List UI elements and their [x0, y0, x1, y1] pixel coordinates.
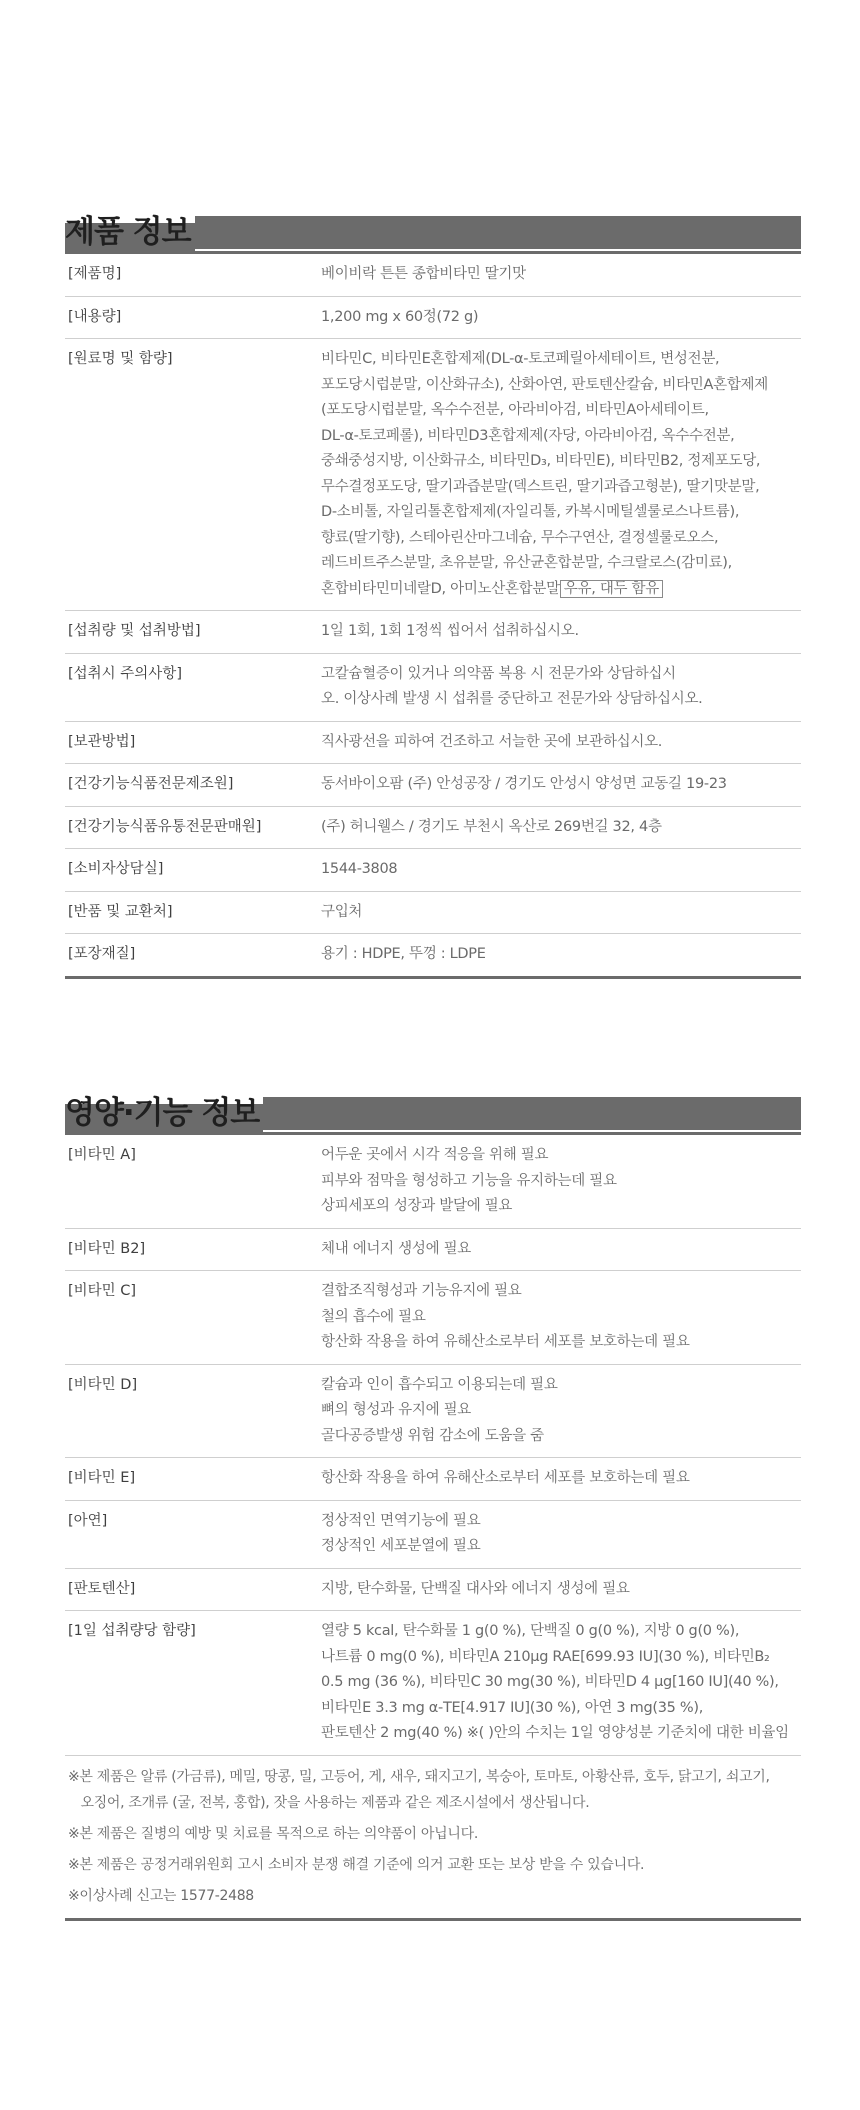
- value-line-text: 1544-3808: [321, 861, 398, 877]
- table-row: [65, 296, 801, 339]
- value-line-text: 향료(딸기향), 스테아린산마그네슘, 무수구연산, 결정셀룰로오스,: [321, 529, 719, 546]
- value-line: [321, 1670, 801, 1696]
- value-line: [321, 1424, 801, 1450]
- value-line: [321, 305, 801, 331]
- value-line-text: 결합조직형성과 기능유지에 필요: [321, 1283, 522, 1299]
- nutrition-info-table: [65, 1135, 801, 1755]
- row-value: [318, 891, 801, 934]
- table-row: [65, 1228, 801, 1271]
- row-label: [내용량]: [65, 296, 318, 339]
- note: [68, 1821, 801, 1847]
- row-value: [318, 764, 801, 807]
- value-line: [321, 1169, 801, 1195]
- row-label: [비타민 D]: [65, 1364, 318, 1458]
- value-line: [321, 1577, 801, 1603]
- value-line-text: (포도당시럽분말, 옥수수전분, 아라비아검, 비타민A아세테이트,: [321, 402, 709, 418]
- row-label: [원료명 및 함량]: [65, 339, 318, 611]
- value-line: [321, 1466, 801, 1492]
- allergen-box: 우유, 대두 함유: [560, 580, 663, 598]
- row-value: [318, 934, 801, 976]
- nutrition-info-section: [65, 1097, 801, 1921]
- row-label: [1일 섭취량당 함량]: [68, 1623, 196, 1639]
- row-value: [318, 1271, 801, 1365]
- value-line: [321, 1534, 801, 1560]
- value-line: [321, 900, 801, 926]
- row-value: [318, 1611, 801, 1755]
- value-line: [321, 1619, 801, 1645]
- value-line-text: 용기 : HDPE, 뚜껑 : LDPE: [321, 946, 486, 962]
- row-label: [비타민 E]: [65, 1458, 318, 1501]
- row-label: [소비자상담실]: [65, 849, 318, 892]
- value-line-text: 피부와 점막을 형성하고 기능을 유지하는데 필요: [321, 1172, 617, 1189]
- value-line-text: 고칼슘혈증이 있거나 의약품 복용 시 전문가와 상담하십시: [321, 665, 676, 682]
- value-line-text: 비타민E 3.3 mg α-TE[4.917 IU](30 %), 아연 3 mg(35 %),: [321, 1699, 704, 1716]
- row-value: [318, 296, 801, 339]
- value-line: [321, 475, 801, 501]
- product-info-section: [65, 216, 801, 979]
- value-line-text: 정상적인 면역기능에 필요: [321, 1512, 481, 1529]
- value-line: [321, 1237, 801, 1263]
- value-line-text: 비타민C, 비타민E혼합제제(DL-α-토코페릴아세테이트, 변성전분,: [321, 351, 720, 367]
- row-label: [건강기능식품유통전문판매원]: [65, 806, 318, 849]
- row-label: [제품명]: [65, 254, 318, 296]
- nutrition-info-title-bar: [65, 1097, 801, 1130]
- value-line: [321, 1509, 801, 1535]
- table-row: [65, 1364, 801, 1458]
- table-row: [65, 721, 801, 764]
- product-info-title-bar: [65, 216, 801, 249]
- value-line: [321, 262, 801, 288]
- value-line-text: (주) 허니웰스 / 경기도 부천시 옥산로 269번길 32, 4층: [321, 818, 662, 835]
- table-row: [65, 1611, 801, 1755]
- row-value: [318, 1458, 801, 1501]
- value-line: [321, 1143, 801, 1169]
- value-line-text: 혼합비타민미네랄D, 아미노산혼합분말: [321, 580, 560, 597]
- row-label: [보관방법]: [65, 721, 318, 764]
- value-line-text: 철의 흡수에 필요: [321, 1308, 426, 1325]
- note: [68, 1852, 801, 1878]
- table-row: [65, 1135, 801, 1228]
- row-value: [318, 1228, 801, 1271]
- value-line-text: 나트륨 0 mg(0 %), 비타민A 210μg RAE[699.93 IU](30 %), 비타민B₂: [321, 1648, 770, 1665]
- table-row: [65, 653, 801, 721]
- table-row: [65, 934, 801, 976]
- row-label: [아연]: [65, 1500, 318, 1568]
- value-line: [321, 449, 801, 475]
- product-info-title: 제품 정보: [65, 212, 195, 252]
- table-row: [65, 1568, 801, 1611]
- note-line: ※본 제품은 질병의 예방 및 치료를 목적으로 하는 의약품이 아닙니다.: [68, 1825, 478, 1842]
- note-line: 오징어, 조개류 (굴, 전복, 홍합), 잣을 사용하는 제품과 같은 제조시설에서 생산됩니다.: [68, 1794, 590, 1811]
- row-label: [판토텐산]: [65, 1568, 318, 1611]
- value-line-text: 레드비트주스분말, 초유분말, 유산균혼합분말, 수크랄로스(감미료),: [321, 555, 732, 571]
- value-line: [321, 1398, 801, 1424]
- value-line-text: 구입처: [321, 903, 363, 920]
- value-line: [321, 942, 801, 968]
- value-line: [321, 1279, 801, 1305]
- value-line: [321, 526, 801, 552]
- row-value: [318, 849, 801, 892]
- table-row: [65, 849, 801, 892]
- table-row: [65, 764, 801, 807]
- nutrition-info-bottom-rule: [65, 1918, 801, 1921]
- nutrition-info-title: 영양·기능 정보: [65, 1093, 263, 1133]
- value-line: [321, 1696, 801, 1722]
- row-value: [318, 1135, 801, 1228]
- row-value: [318, 339, 801, 611]
- row-value: [318, 254, 801, 296]
- value-line-text: 동서바이오팜 (주) 안성공장 / 경기도 안성시 양성면 교동길 19-23: [321, 776, 727, 792]
- value-line: [321, 857, 801, 883]
- note-line: ※이상사례 신고는 1577-2488: [68, 1887, 254, 1904]
- row-value: [318, 1568, 801, 1611]
- row-label: [비타민 C]: [65, 1271, 318, 1365]
- value-line-text: 상피세포의 성장과 발달에 필요: [321, 1198, 513, 1214]
- value-line-text: 베이비락 튼튼 종합비타민 딸기맛: [321, 266, 526, 282]
- row-label: [비타민 B2]: [65, 1228, 318, 1271]
- row-label: [섭취량 및 섭취방법]: [65, 611, 318, 654]
- value-line-text: 판토텐산 2 mg(40 %) ※( )안의 수치는 1일 영양성분 기준치에 대한 비율임: [321, 1725, 789, 1741]
- value-line-text: 중쇄중성지방, 이산화규소, 비타민D₃, 비타민E), 비타민B2, 정제포도당,: [321, 453, 761, 469]
- product-info-bottom-rule: [65, 976, 801, 979]
- table-row: [65, 1458, 801, 1501]
- table-row: [65, 1500, 801, 1568]
- value-line: [321, 347, 801, 373]
- row-label: [섭취시 주의사항]: [65, 653, 318, 721]
- value-line: [321, 619, 801, 645]
- value-line-text: 항산화 작용을 하여 유해산소로부터 세포를 보호하는데 필요: [321, 1334, 690, 1350]
- value-line-text: DL-α-토코페롤), 비타민D3혼합제제(자당, 아라비아검, 옥수수전분,: [321, 427, 735, 444]
- product-info-table: [65, 254, 801, 976]
- value-line: [321, 772, 801, 798]
- value-line: [321, 1721, 801, 1747]
- row-label: [건강기능식품전문제조원]: [65, 764, 318, 807]
- value-line-text: 포도당시럽분말, 이산화규소), 산화아연, 판토텐산칼슘, 비타민A혼합제제: [321, 376, 768, 393]
- row-value: [318, 1364, 801, 1458]
- row-label: [반품 및 교환처]: [65, 891, 318, 934]
- value-line-text: 지방, 탄수화물, 단백질 대사와 에너지 생성에 필요: [321, 1580, 630, 1597]
- value-line: [321, 815, 801, 841]
- table-row: [65, 611, 801, 654]
- value-line: [321, 687, 801, 713]
- note: [68, 1764, 801, 1816]
- value-line-text: 무수결정포도당, 딸기과즙분말(덱스트린, 딸기과즙고형분), 딸기맛분말,: [321, 478, 760, 495]
- value-line: [321, 1373, 801, 1399]
- value-line-text: 뼈의 형성과 유지에 필요: [321, 1402, 471, 1418]
- note: [68, 1883, 801, 1909]
- value-line-text: 항산화 작용을 하여 유해산소로부터 세포를 보호하는데 필요: [321, 1470, 690, 1486]
- value-line: [321, 730, 801, 756]
- table-row: [65, 1271, 801, 1365]
- value-line-text: 0.5 mg (36 %), 비타민C 30 mg(30 %), 비타민D 4 μg[160 IU](40 %),: [321, 1674, 779, 1690]
- row-value: [318, 806, 801, 849]
- value-line-text: D-소비톨, 자일리톨혼합제제(자일리톨, 카복시메틸셀룰로스나트륨),: [321, 504, 740, 520]
- value-line-text: 오. 이상사례 발생 시 섭취를 중단하고 전문가와 상담하십시오.: [321, 691, 703, 707]
- value-line-text: 체내 에너지 생성에 필요: [321, 1240, 471, 1257]
- row-value: [318, 611, 801, 654]
- row-label: [비타민 A]: [65, 1135, 318, 1228]
- value-line-text: 1,200 mg x 60정(72 g): [321, 308, 479, 325]
- table-row: [65, 891, 801, 934]
- row-value: [318, 653, 801, 721]
- value-line-text: 정상적인 세포분열에 필요: [321, 1538, 481, 1554]
- value-line: [321, 1305, 801, 1331]
- value-line: [321, 424, 801, 450]
- row-label: [포장재질]: [68, 946, 136, 962]
- table-row: [65, 339, 801, 611]
- table-row: [65, 806, 801, 849]
- row-value: [318, 1500, 801, 1568]
- value-line-text: 어두운 곳에서 시각 적응을 위해 필요: [321, 1147, 549, 1163]
- value-line: [321, 551, 801, 577]
- value-line: [321, 500, 801, 526]
- value-line: [321, 398, 801, 424]
- value-line-text: 칼슘과 인이 흡수되고 이용되는데 필요: [321, 1376, 558, 1393]
- value-line-text: 열량 5 kcal, 탄수화물 1 g(0 %), 단백질 0 g(0 %), 지방 0 g(0 %),: [321, 1623, 740, 1639]
- value-line: [321, 373, 801, 399]
- value-line-text: 골다공증발생 위험 감소에 도움을 줌: [321, 1427, 544, 1444]
- row-value: [318, 721, 801, 764]
- value-line-text: 직사광선을 피하여 건조하고 서늘한 곳에 보관하십시오.: [321, 733, 663, 750]
- value-line: [321, 577, 801, 603]
- value-line-text: 1일 1회, 1회 1정씩 씹어서 섭취하십시오.: [321, 623, 579, 639]
- value-line: [321, 1194, 801, 1220]
- table-row: [65, 254, 801, 296]
- value-line: [321, 1645, 801, 1671]
- note-line: ※본 제품은 공정거래위원회 고시 소비자 분쟁 해결 기준에 의거 교환 또는 보상 받을 수 있습니다.: [68, 1856, 645, 1873]
- value-line: [321, 1330, 801, 1356]
- note-line: ※본 제품은 알류 (가금류), 메밀, 땅콩, 밀, 고등어, 게, 새우, 돼지고기, 복숭아, 토마토, 아황산류, 호두, 닭고기, 쇠고기,: [68, 1768, 770, 1785]
- notes-block: [65, 1755, 801, 1918]
- value-line: [321, 662, 801, 688]
